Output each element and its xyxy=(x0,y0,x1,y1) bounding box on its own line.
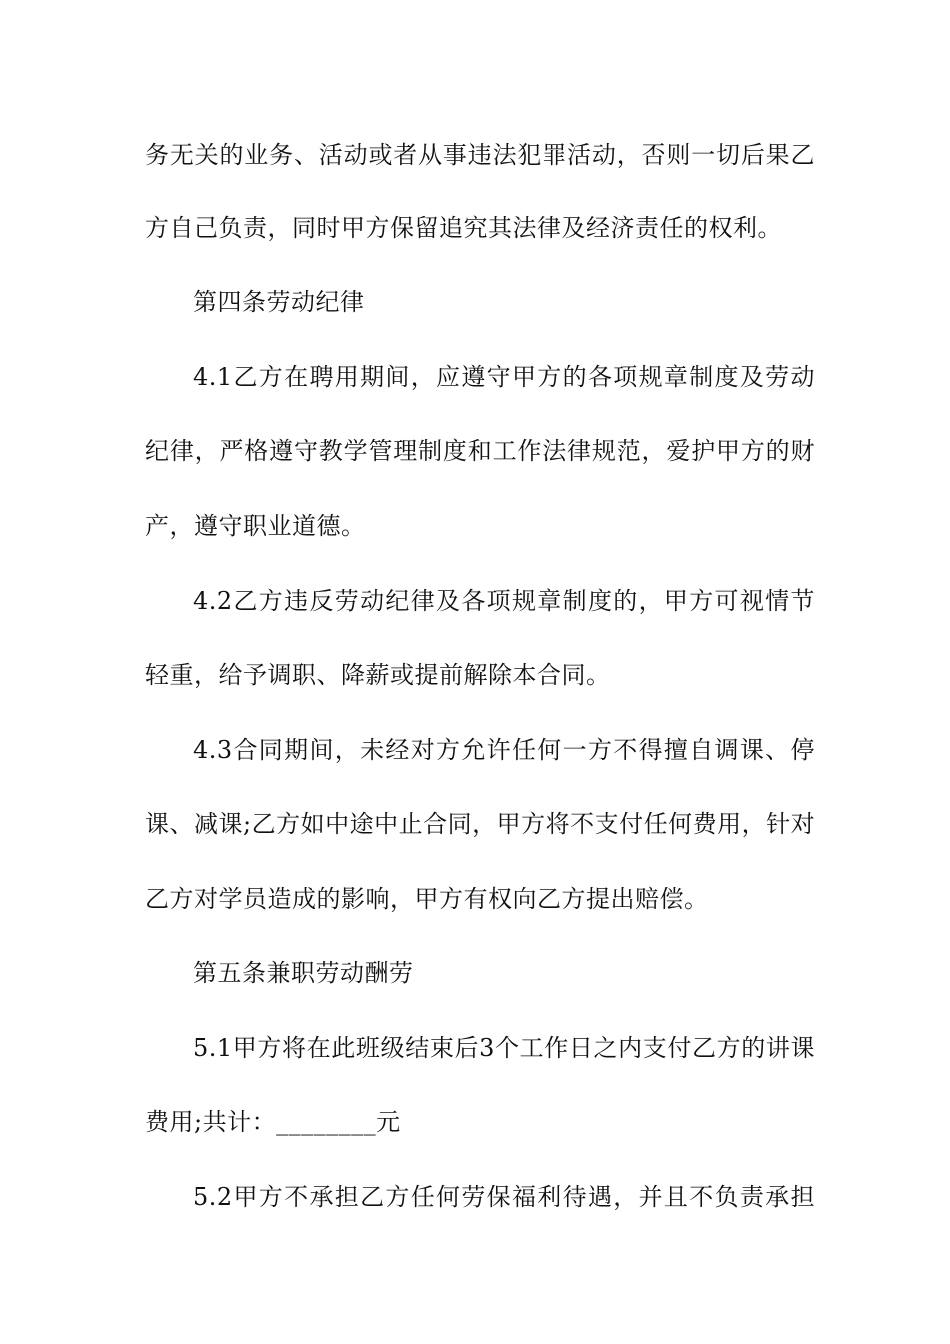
clause-4-3-line-1: 4.3合同期间，未经对方允许任何一方不得擅自调课、停 xyxy=(193,736,815,764)
text-line-1: 务无关的业务、活动或者从事违法犯罪活动，否则一切后果乙 xyxy=(145,141,815,169)
clause-4-3-line-3: 乙方对学员造成的影响，甲方有权向乙方提出赔偿。 xyxy=(145,885,709,913)
clause-4-2-line-2: 轻重，给予调职、降薪或提前解除本合同。 xyxy=(145,661,611,689)
clause-4-1-line-3: 产，遵守职业道德。 xyxy=(145,512,366,540)
clause-5-2-line-1: 5.2甲方不承担乙方任何劳保福利待遇，并且不负责承担 xyxy=(193,1183,815,1211)
clause-4-1-line-1: 4.1乙方在聘用期间，应遵守甲方的各项规章制度及劳动 xyxy=(193,363,815,391)
clause-5-1-line-1: 5.1甲方将在此班级结束后3个工作日之内支付乙方的讲课 xyxy=(193,1034,815,1062)
clause-4-3-line-2: 课、减课;乙方如中途中止合同，甲方将不支付任何费用，针对 xyxy=(145,810,816,838)
text-line-2: 方自己负责，同时甲方保留追究其法律及经济责任的权利。 xyxy=(145,214,782,242)
clause-4-1-line-2: 纪律，严格遵守教学管理制度和工作法律规范，爱护甲方的财 xyxy=(145,437,815,465)
clause-4-2-line-1: 4.2乙方违反劳动纪律及各项规章制度的，甲方可视情节 xyxy=(193,587,815,615)
clause-5-1-line-2: 费用;共计：________元 xyxy=(145,1108,401,1136)
section-heading-5: 第五条兼职劳动酬劳 xyxy=(193,959,414,987)
section-heading-4: 第四条劳动纪律 xyxy=(193,288,365,316)
